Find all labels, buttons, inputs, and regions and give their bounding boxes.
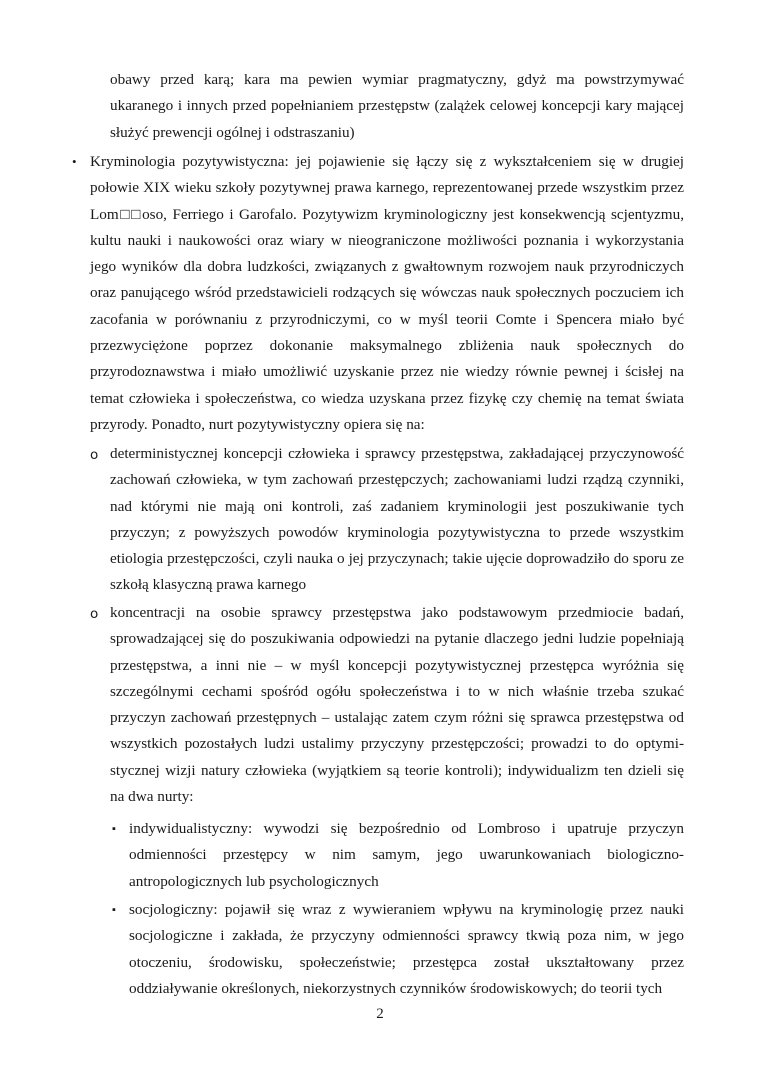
sub-sub-item-individualistic: [129, 816, 684, 895]
sub-bullet-marker: o: [90, 447, 99, 463]
continuation-text: obawy przed karą; kara ma pewien wymiar pragmatyczny, gdyż ma powstrzymywać ukaranego i innych przed popełnianiem przestępstw (zalążek celowej koncepcji kary mającej służyć prewencji ogólnej i odstraszaniu): [110, 71, 684, 141]
sub-item-text: koncentracji na osobie sprawcy przestępstwa jako podstawowym przedmiocie badań, sprowadzającej się do poszukiwania odpowiedzi na pytanie dlaczego jedni ludzie popełniają przestępstwa, a inni nie – w myśl koncepcji pozytywistycznej przestępca wyróżnia się szczególnymi cechami spośród ogółu społeczeństwa i to w nich właśnie trzeba szukać przyczyn zachowań przestępnych – ustalając zatem czym różni się sprawca przestępstwa od wszystkich pozostałych ludzi ustalimy przyczyny przestępczości; prowadzi to do optymi-stycznej wizji natury człowieka (wyjątkiem są teorie kontroli); indywidualizm ten dzieli się na dwa nurty:: [110, 604, 684, 806]
page-number: 2: [376, 1006, 384, 1022]
sub-item-deterministic: [110, 441, 684, 599]
sub-bullet-marker: o: [90, 606, 99, 622]
bullet-item-positivist-criminology: [90, 149, 684, 438]
continuation-paragraph: [110, 67, 684, 146]
sub-sub-item-text: socjologiczny: pojawił się wraz z wywieraniem wpływu na kryminologię przez nauki socjologiczne i zakłada, że przyczyny odmienności sprawcy tkwią poza nim, w jego otoczeniu, środowisku, społeczeństwie; przestępca został ukształtowany przez oddziaływanie określonych, niekorzystnych czynników środowiskowych; do teorii tych: [129, 901, 684, 997]
sub-sub-item-sociological: [129, 897, 684, 1002]
sub-sub-item-text: indywidualistyczny: wywodzi się bezpośrednio od Lombroso i upatruje przyczyn odmienności przestępcy w nim samym, jego uwarunkowaniach biologiczno-antropologicznych lub psychologicznych: [129, 820, 684, 890]
square-bullet-marker: ▪: [112, 823, 116, 835]
sub-item-text: deterministycznej koncepcji człowieka i sprawcy przestępstwa, zakładającej przyczynowość zachowań człowieka, w tym zachowań przestępczych; zachowaniami ludzi rządzą czynniki, nad którymi nie mają oni kontroli, zaś zadaniem kryminologii jest poszukiwanie tych przyczyn; z powyższych powodów kryminologia pozytywistyczna to przede wszystkim etiologia przestępczości, czyli nauka o jej przyczynach; takie ujęcie doprowadziło do sporu ze szkołą klasyczną prawa karnego: [110, 445, 684, 594]
bullet-item-text: Kryminologia pozytywistyczna: jej pojawienie się łączy się z wykształceniem się w drugiej połowie XIX wieku szkoły pozytywnej prawa karnego, reprezentowanej przede wszystkim przez Lom□□oso, Ferriego i Garofalo. Pozytywizm kryminologiczny jest konsekwencją scjentyzmu, kultu nauki i naukowości oraz wiary w nieograniczone możliwości poznania i wykorzystania jego wyników dla dobra ludzkości, związanych z gwałtownym rozwojem nauk przyrodniczych oraz panującego wśród przedstawicieli rodzących się wówczas nauk społecznych poczuciem ich zacofania w porównaniu z przyrodniczymi, co w myśl teorii Comte i Spencera miało być przezwyciężone poprzez dokonanie maksymalnego zbliżenia nauk społecznych do przyrodoznawstwa i miało umożliwić uzyskanie przez nie wiedzy równie pewnej i ścisłej na temat człowieka i społeczeństwa, co wiedza uzyskana przez fizykę czy chemię na temat świata przyrody. Ponadto, nurt pozytywistyczny opiera się na:: [90, 153, 684, 433]
square-bullet-marker: ▪: [112, 904, 116, 916]
sub-item-offender-focus: [110, 600, 684, 810]
bullet-marker: •: [72, 154, 77, 169]
